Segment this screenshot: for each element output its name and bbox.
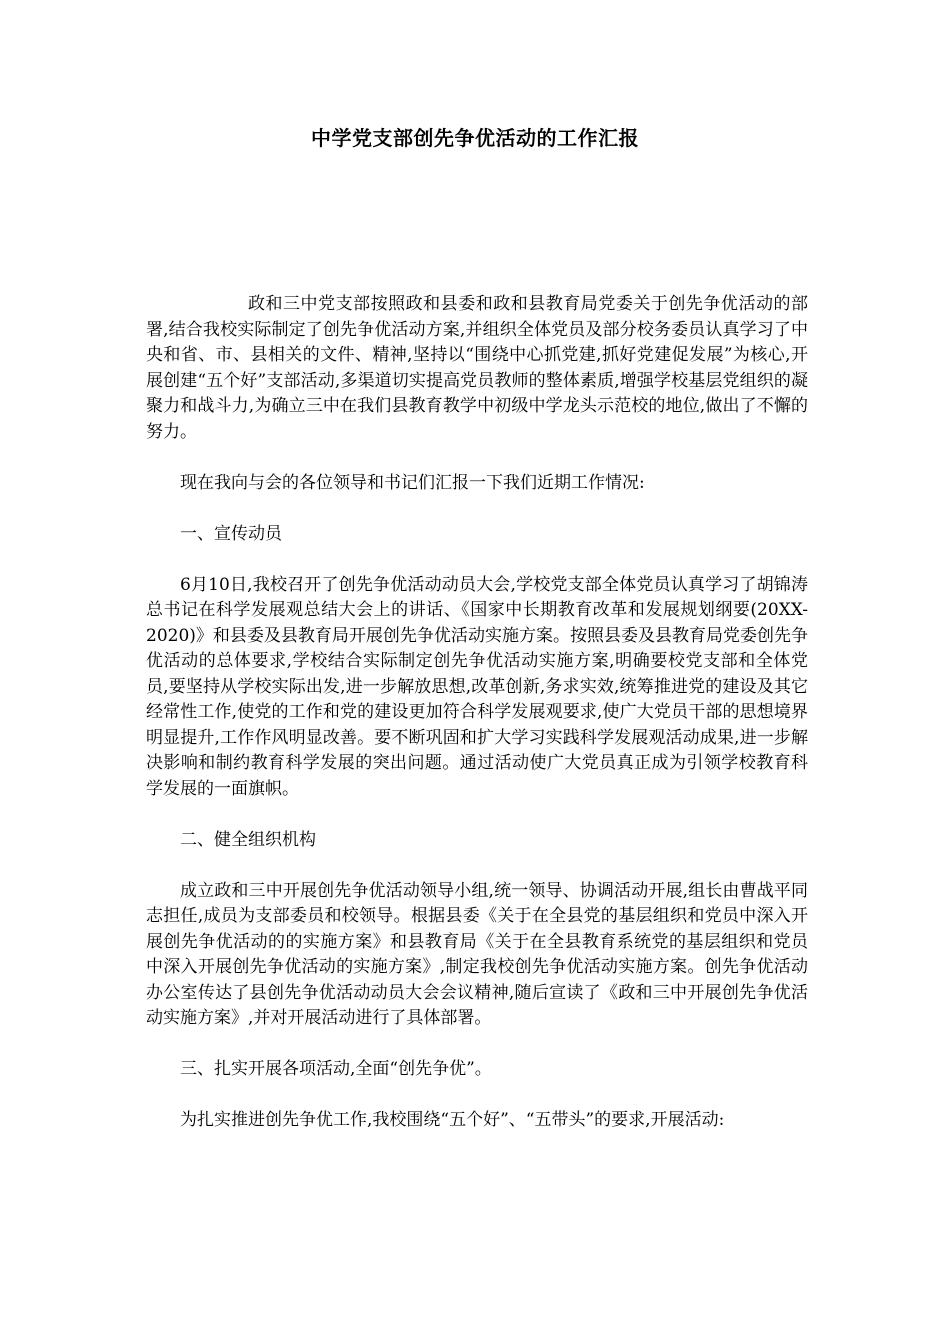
- paragraph-report-opening: 现在我向与会的各位领导和书记们汇报一下我们近期工作情况:: [180, 472, 645, 493]
- section-heading-publicity: 一、宣传动员: [180, 523, 282, 544]
- document-title: 中学党支部创先争优活动的工作汇报: [311, 126, 639, 150]
- paragraph-intro: 政和三中党支部按照政和县委和政和县教育局党委关于创先争优活动的部署,结合我校实际制定了创先争优活动方案,并组织全体党员及部分校务委员认真学习了中央和省、市、县相关的文件、精神,坚持以“围绕中心抓党建,抓好党建促发展”为核心,开展创建“五个好”支部活动,多渠道切实提高党员教师的整体素质,增强学校基层党组织的凝聚力和战斗力,为确立三中在我们县教育教学中初级中学龙头示范校的地位,做出了不懈的努力。: [146, 294, 808, 442]
- section-heading-organization: 二、健全组织机构: [180, 829, 316, 850]
- section-heading-activities: 三、扎实开展各项活动,全面“创先争优”。: [180, 1059, 492, 1079]
- paragraph-organization: 成立政和三中开展创先争优活动领导小组,统一领导、协调活动开展,组长由曹战平同志担任,成员为支部委员和校领导。根据县委《关于在全县党的基层组织和党员中深入开展创先争优活动的的实施方案》和县教育局《关于在全县教育系统党的基层组织和党员中深入开展创先争优活动的实施方案》,制定我校创先争优活动实施方案。创先争优活动办公室传达了县创先争优活动动员大会会议精神,随后宣读了《政和三中开展创先争优活动实施方案》,并对开展活动进行了具体部署。: [146, 880, 808, 1028]
- document-body: [146, 292, 808, 1159]
- paragraph-publicity: 6月10日,我校召开了创先争优活动动员大会,学校党支部全体党员认真学习了胡锦涛总书记在科学发展观总结大会上的讲话、《国家中长期教育改革和发展规划纲要(20XX-2020)》和县委及县教育局开展创先争优活动实施方案。按照县委及县教育局党委创先争优活动的总体要求,学校结合实际制定创先争优活动实施方案,明确要校党支部和全体党员,要坚持从学校实际出发,进一步解放思想,改革创新,务求实效,统筹推进党的建设及其它经常性工作,使党的工作和党的建设更加符合科学发展观要求,使广大党员干部的思想境界明显提升,工作作风明显改善。要不断巩固和扩大学习实践科学发展观活动成果,进一步解决影响和制约教育科学发展的突出问题。通过活动使广大党员真正成为引领学校教育科学发展的一面旗帜。: [146, 574, 808, 799]
- paragraph-activities: 为扎实推进创先争优工作,我校围绕“五个好”、“五带头”的要求,开展活动:: [180, 1110, 725, 1130]
